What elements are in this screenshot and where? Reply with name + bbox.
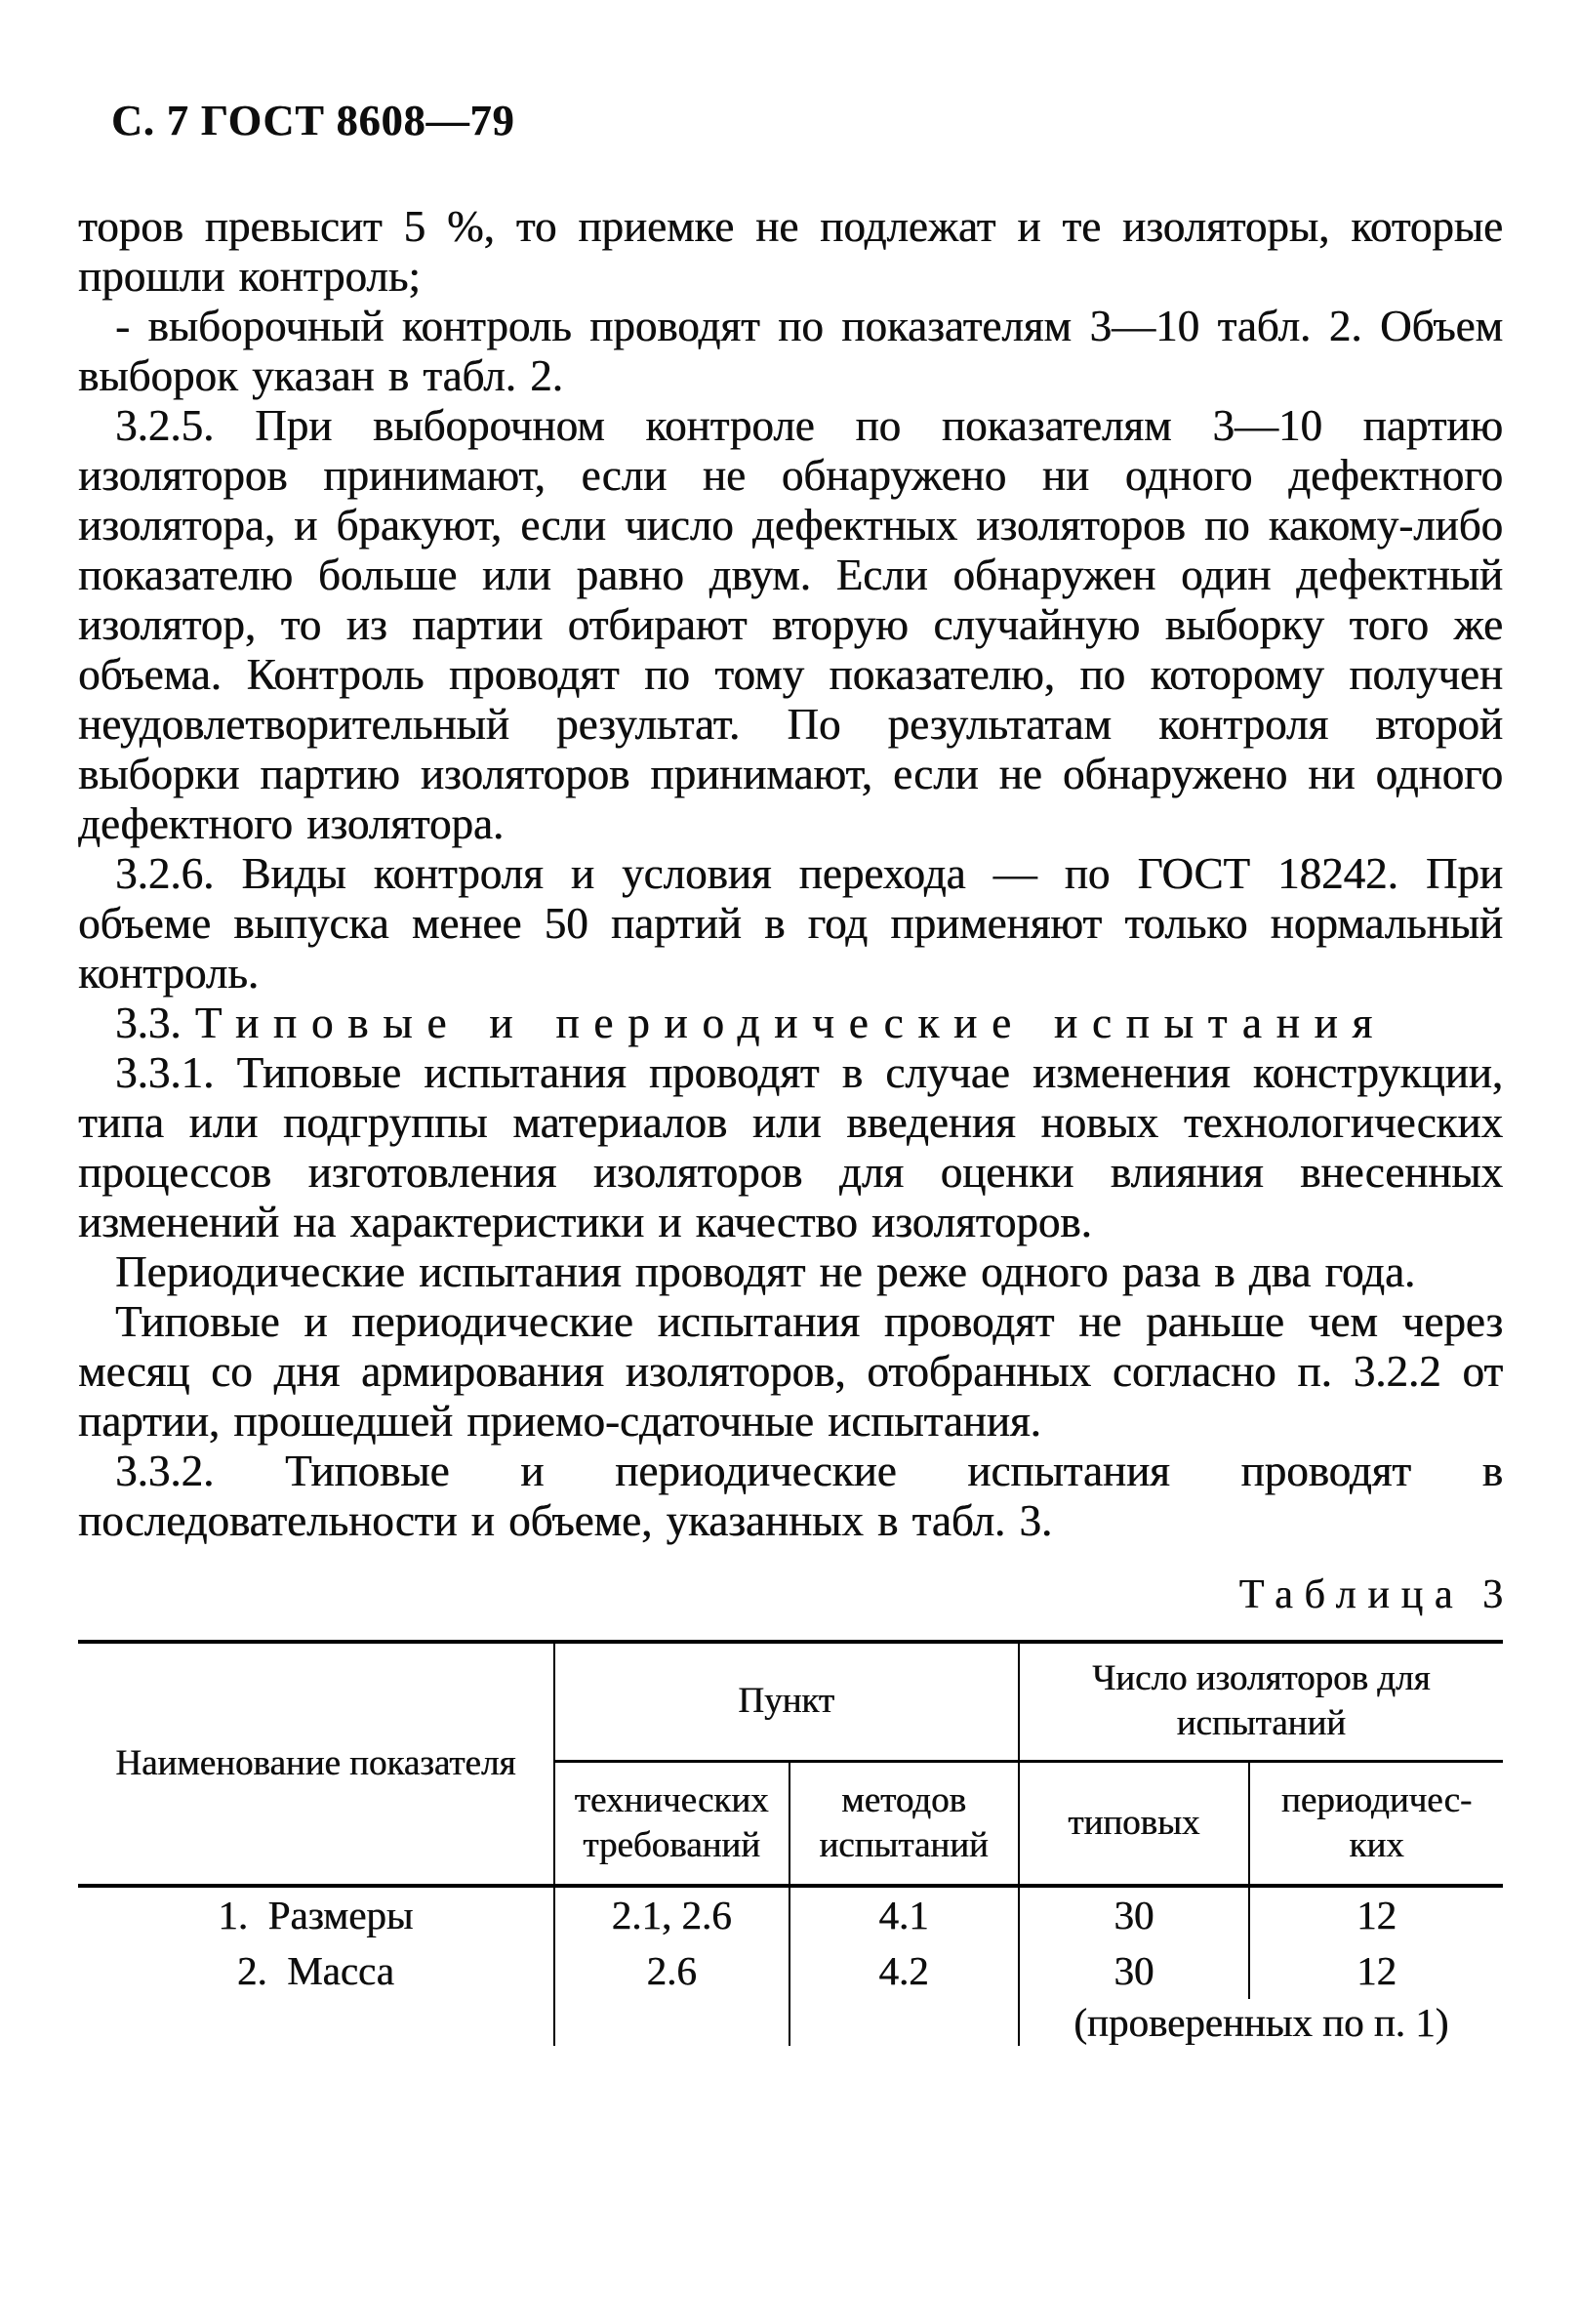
- table-footnote: (проверенных по п. 1): [1073, 2000, 1449, 2045]
- page-header: С. 7 ГОСТ 8608—79: [111, 97, 515, 144]
- paragraph-periodic: Периодические испытания проводят не реже одного раза в два года.: [115, 1247, 1416, 1296]
- cell-method-1: 4.1: [790, 1886, 1019, 1942]
- col-header-periodic-line2: ких: [1349, 1824, 1404, 1865]
- table-row-razmery: [78, 1886, 1503, 1942]
- paragraph-3-2-6: 3.2.6. Виды контроля и условия перехода — по ГОСТ 18242. При объеме выпуска менее 50 партий в год применяют только нормальный контроль.: [78, 849, 1503, 998]
- paragraph-dash-item: - выборочный контроль проводят по показателям 3—10 табл. 2. Объем выборок указан в табл. 2.: [78, 302, 1503, 400]
- table-header-group-row: [78, 1642, 1503, 1761]
- section-title: Типовые и периодические испытания: [194, 999, 1387, 1047]
- col-header-periodic-line1: периодичес-: [1280, 1779, 1473, 1820]
- cell-periodic-1: 12: [1356, 1893, 1397, 1937]
- cell-method-2: 4.2: [790, 1942, 1019, 1999]
- cell-tech-2: 2.6: [554, 1942, 790, 1999]
- table-3: [78, 1640, 1503, 2046]
- col-header-name: Наименование показателя: [78, 1642, 554, 1886]
- cell-name-1: 1. Размеры: [78, 1886, 554, 1942]
- cell-empty-tech: [554, 1999, 790, 2046]
- cell-name-2: 2. Масса: [78, 1942, 554, 1999]
- col-header-tech: технических требований: [554, 1761, 790, 1886]
- cell-empty-method: [790, 1999, 1019, 2046]
- table-caption-label: Таблица: [1238, 1572, 1465, 1617]
- paragraph-3-3-1: 3.3.1. Типовые испытания проводят в случае изменения конструкции, типа или подгруппы материалов или введения новых технологических процессов изготовления изоляторов для оценки влияния внесенных изменений на характеристики и качество изоляторов.: [78, 1048, 1503, 1246]
- cell-tech-1: 2.1, 2.6: [554, 1886, 790, 1942]
- col-header-count: Число изоляторов для испытаний: [1019, 1642, 1503, 1761]
- col-header-punkt: Пункт: [554, 1642, 1019, 1761]
- section-heading-3-3: [78, 999, 1503, 1048]
- cell-typical-1: 30: [1019, 1886, 1250, 1942]
- paragraph-3-3-2: 3.3.2. Типовые и периодические испытания проводят в последовательности и объеме, указанных в табл. 3.: [78, 1447, 1503, 1545]
- table-caption: [78, 1571, 1503, 1618]
- cell-empty-name: [78, 1999, 554, 2046]
- section-number: 3.3.: [115, 999, 182, 1047]
- col-header-method: методов испытаний: [790, 1761, 1019, 1886]
- cell-periodic-2: 12: [1356, 1948, 1397, 1993]
- body-text: [78, 202, 1503, 1546]
- paragraph-month: Типовые и периодические испытания проводят не раньше чем через месяц со дня армирования изоляторов, отобранных согласно п. 3.2.2 от партии, прошедшей приемо-сдаточные испытания.: [78, 1297, 1503, 1446]
- table-footnote-row: [78, 1999, 1503, 2046]
- table-caption-number: 3: [1482, 1572, 1503, 1617]
- paragraph-continuation: торов превысит 5 %, то приемке не подлежат и те изоляторы, которые прошли контроль;: [78, 202, 1503, 301]
- table-row-massa: [78, 1942, 1503, 1999]
- col-header-typical: типовых: [1019, 1761, 1250, 1886]
- cell-typical-2: 30: [1019, 1942, 1250, 1999]
- col-header-periodic: [1249, 1761, 1503, 1886]
- paragraph-3-2-5: 3.2.5. При выборочном контроле по показателям 3—10 партию изоляторов принимают, если не обнаружено ни одного дефектного изолятора, и бракуют, если число дефектных изоляторов по какому-либо показателю больше или равно двум. Если обнаружен один дефектный изолятор, то из партии отбирают вторую случайную выборку того же объема. Контроль проводят по тому показателю, по которому получен неудовлетворительный результат. По результатам контроля второй выборки партию изоляторов принимают, если не обнаружено ни одного дефектного изолятора.: [78, 401, 1503, 848]
